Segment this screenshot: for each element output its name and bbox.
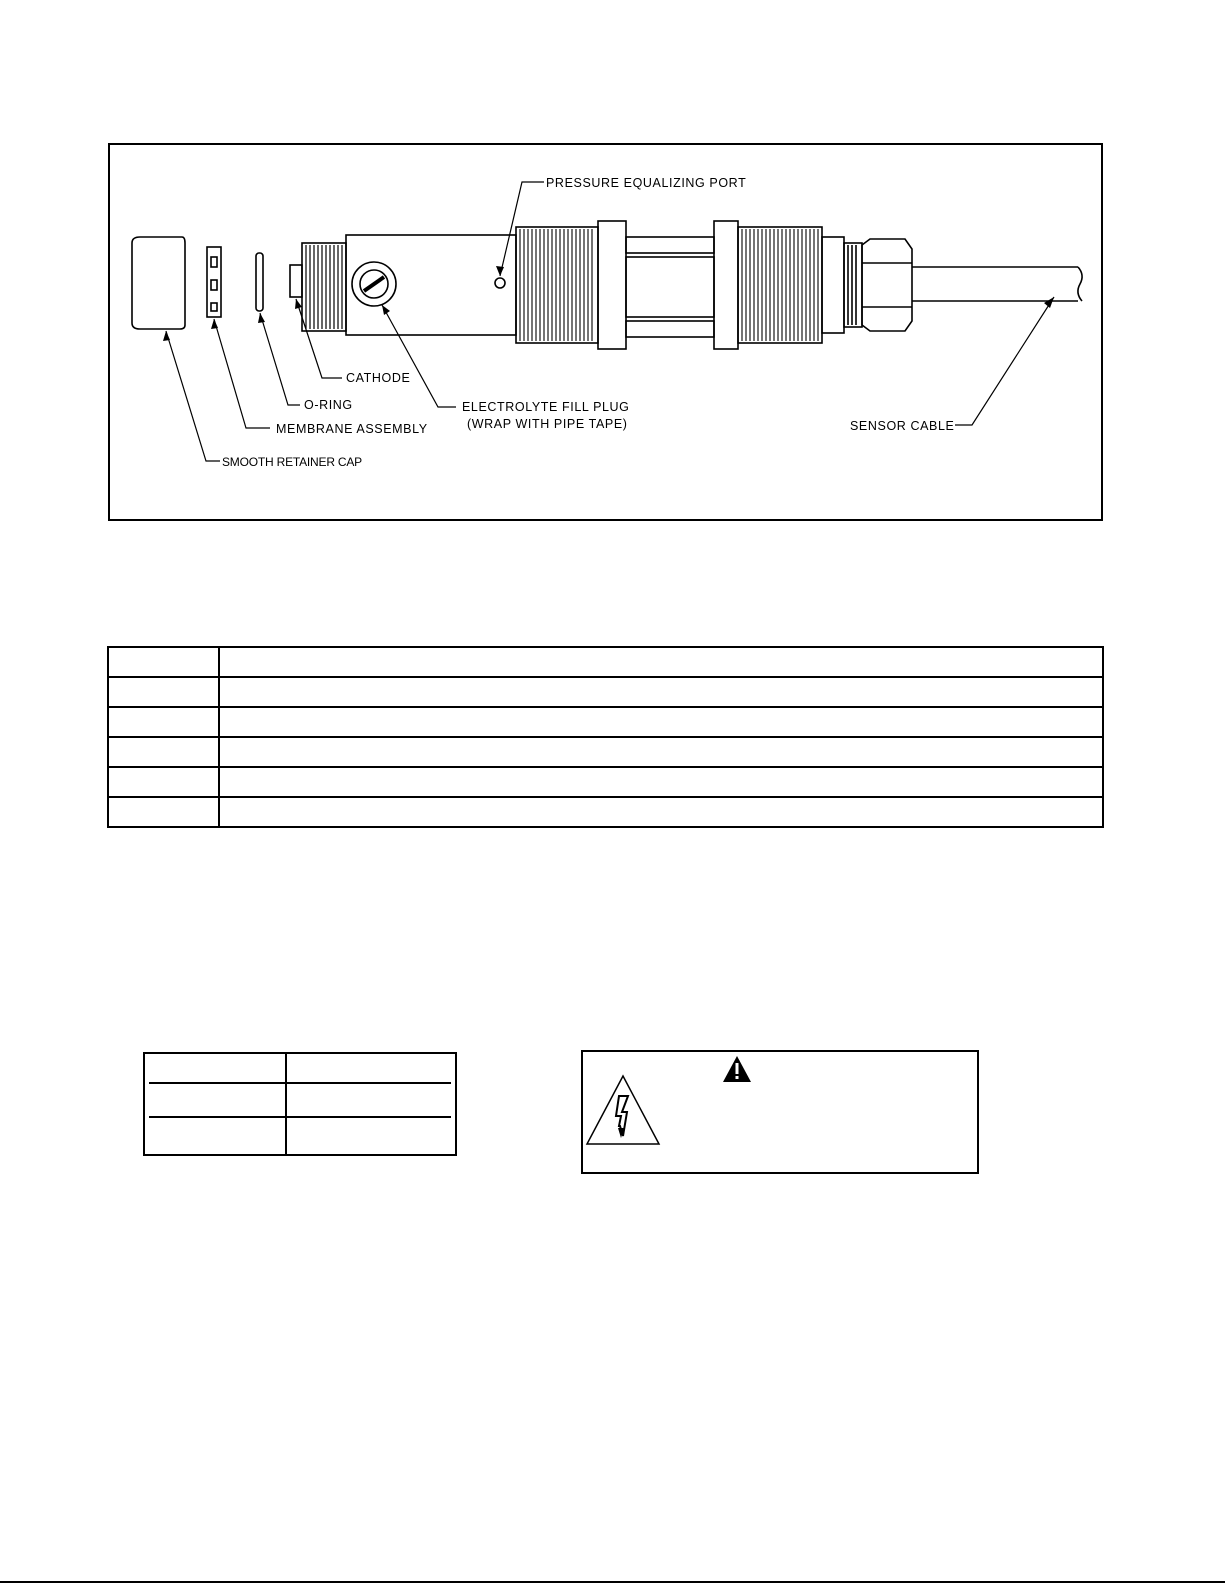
sensor-exploded-drawing	[110, 145, 1105, 523]
pressure-port-shape	[495, 278, 505, 288]
cathode-shape	[290, 265, 302, 297]
spec-table-column-divider	[285, 1054, 287, 1154]
warning-triangle-icon	[723, 1056, 751, 1082]
table-row	[149, 1116, 451, 1118]
label-sensor-cable: SENSOR CABLE	[850, 419, 955, 433]
label-cathode: CATHODE	[346, 371, 411, 385]
retainer-cap-shape	[132, 237, 185, 329]
o-ring-shape	[256, 253, 263, 311]
label-fill-plug: ELECTROLYTE FILL PLUG	[462, 400, 630, 414]
warning-box	[581, 1050, 979, 1174]
table-row	[149, 1082, 451, 1084]
label-o-ring: O-RING	[304, 398, 353, 412]
table-row	[109, 648, 1102, 678]
table-row	[109, 738, 1102, 768]
table-row	[109, 768, 1102, 798]
electrical-shock-icon	[587, 1076, 659, 1144]
table-row	[109, 708, 1102, 738]
label-pressure-port: PRESSURE EQUALIZING PORT	[546, 176, 747, 190]
footer-rule	[0, 1581, 1225, 1583]
spec-table	[143, 1052, 457, 1156]
sensor-diagram-figure	[108, 143, 1103, 521]
parts-table	[107, 646, 1104, 828]
label-retainer-cap: SMOOTH RETAINER CAP	[222, 455, 362, 469]
label-membrane-assembly: MEMBRANE ASSEMBLY	[276, 422, 428, 436]
table-row	[109, 678, 1102, 708]
label-fill-plug-note: (WRAP WITH PIPE TAPE)	[467, 417, 628, 431]
